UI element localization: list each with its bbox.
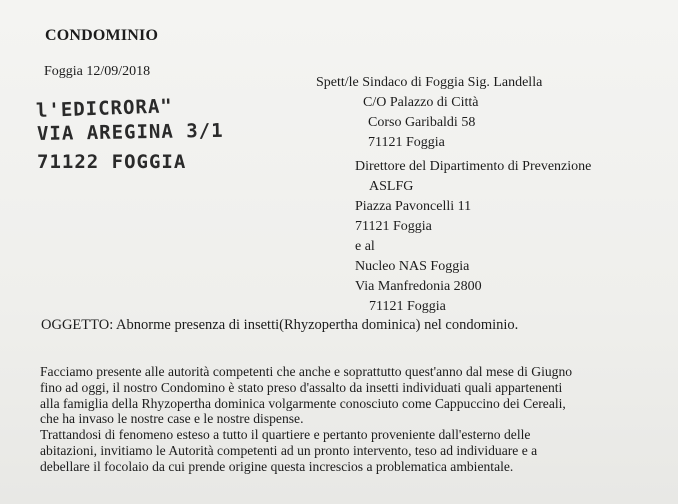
recipient-line: 71121 Foggia — [355, 219, 432, 234]
sender-name: CONDOMINIO — [45, 27, 159, 44]
body-paragraph-1 — [40, 364, 620, 427]
handwritten-line-1: l'EDICRORA" — [35, 95, 174, 122]
place-date: Foggia 12/09/2018 — [44, 64, 151, 79]
recipient-line: Nucleo NAS Foggia — [355, 259, 470, 274]
body-line: abitazioni, invitiamo le Autorità competenti ad un pronto intervento, teso ad individuare e a — [40, 442, 538, 458]
recipient-line: 71121 Foggia — [369, 299, 446, 314]
body-line: fino ad oggi, il nostro Condomino è stato preso d'assalto da insetti individuati quali appartenenti — [40, 379, 563, 395]
recipient-line: C/O Palazzo di Città — [363, 95, 479, 110]
recipient-line: Corso Garibaldi 58 — [368, 115, 476, 130]
recipient-line: Spett/le Sindaco di Foggia Sig. Landella — [316, 75, 543, 90]
recipient-line: Piazza Pavoncelli 11 — [355, 199, 472, 214]
recipient-line: Via Manfredonia 2800 — [355, 279, 482, 294]
handwritten-line-3: 71122 FOGGIA — [37, 151, 187, 173]
subject-line: OGGETTO: Abnorme presenza di insetti(Rhyzopertha dominica) nel condominio. — [41, 317, 519, 333]
body-line: Trattandosi di fenomeno esteso a tutto il quartiere e pertanto proveniente dall'esterno delle — [40, 427, 531, 443]
body-line: debellare il focolaio da cui prende origine questa increscios a problematica ambientale. — [40, 458, 514, 474]
recipient-block-health — [355, 157, 591, 317]
body-line: alla famiglia della Rhyzopertha dominica volgarmente conosciuto come Cappuccino dei Cereali, — [40, 395, 566, 411]
body-paragraph-2 — [40, 427, 620, 474]
body-line: che ha invaso le nostre case e le nostre dispense. — [40, 411, 304, 427]
handwritten-line-2: VIA AREGINA 3/1 — [36, 119, 224, 145]
recipient-line: 71121 Foggia — [368, 135, 445, 150]
recipient-block-mayor — [316, 73, 542, 153]
recipient-line: e al — [355, 239, 375, 254]
body-line: Facciamo presente alle autorità competenti che anche e soprattutto quest'anno dal mese di Giugno — [40, 364, 573, 379]
recipient-line: ASLFG — [369, 179, 414, 194]
recipient-line: Direttore del Dipartimento di Prevenzione — [355, 159, 592, 174]
letter-body — [40, 364, 620, 475]
